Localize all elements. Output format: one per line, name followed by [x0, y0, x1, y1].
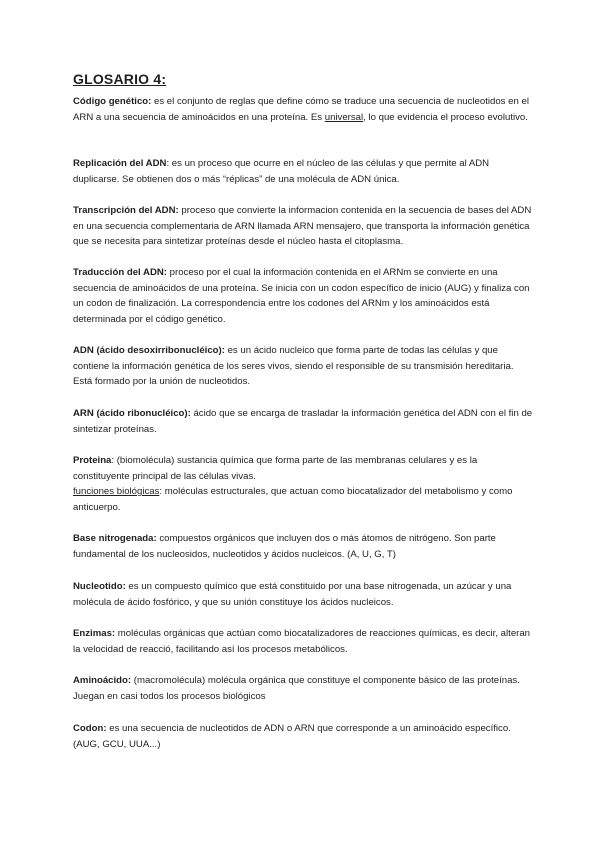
- term: Código genético:: [73, 96, 152, 107]
- term: Codon:: [73, 723, 107, 734]
- definition: es un compuesto químico que está constituido por una base nitrogenada, un azúcar y una molécula de ácido fosfórico, y que su unión constituye los ácidos nucleicos.: [73, 581, 512, 608]
- term: Nucleotido:: [73, 581, 126, 592]
- definition: : (biomolécula) sustancia química que forma parte de las membranas celulares y es la constituyente principal de las células vivas.: [73, 455, 478, 482]
- entry-replicacion: [73, 156, 535, 187]
- entry-aminoacido: [73, 673, 535, 704]
- definition: (macromolécula) molécula orgánica que constituye el componente básico de las proteínas. Juegan en casi todos los procesos biológicos: [73, 675, 520, 702]
- definition: compuestos orgánicos que incluyen dos o más átomos de nitrógeno. Son parte fundamental de los nucleosidos, nucleotidos y ácidos nucleicos. (A, U, G, T): [73, 533, 496, 560]
- entry-transcripcion: [73, 203, 535, 250]
- entry-traduccion: [73, 265, 535, 327]
- term: Base nitrogenada:: [73, 533, 157, 544]
- page-title: GLOSARIO 4:: [73, 71, 167, 87]
- term: Transcripción del ADN:: [73, 205, 179, 216]
- definition-end: , lo que evidencia el proceso evolutivo.: [363, 111, 528, 123]
- entry-enzimas: [73, 626, 535, 657]
- definition: : es un proceso que ocurre en el núcleo de las células y que permite al ADN duplicarse. Se obtienen dos o más “réplicas” de una molécula de ADN única.: [73, 158, 490, 185]
- entry-nucleotido: [73, 579, 535, 610]
- definition: moléculas orgánicas que actúan como biocatalizadores de reacciones químicas, es decir, alteran la velocidad de reacció, facilitando así los procesos metabólicos.: [73, 628, 531, 655]
- term: Proteina: [73, 455, 112, 466]
- definition: proceso que convierte la informacion contenida en la secuencia de bases del ADN en una secuencia complementaria de ARN llamada ARN mensajero, que transporta la información genética que se necesita para sintetizar proteínas desde el núcleo hasta el citoplasma.: [73, 205, 532, 247]
- definition: ácido que se encarga de trasladar la información genética del ADN con el fin de sintetizar proteínas.: [73, 408, 533, 435]
- subdefinition: : moléculas estructurales, que actuan como biocatalizador del metabolismo y como anticuerpo.: [73, 486, 513, 513]
- term: ARN (ácido ribonucléico):: [73, 408, 191, 419]
- entry-base-nitrogenada: [73, 531, 535, 562]
- subheading: funciones biológicas: [73, 486, 160, 497]
- underlined-word: universal: [324, 111, 364, 123]
- term: ADN (ácido desoxirribonucléico):: [73, 345, 225, 356]
- definition: proceso por el cual la información contenida en el ARNm se convierte en una secuencia de aminoácidos de una proteína. Se inicia con un codon específico de inicio (AUG) y finaliza con un codon de finalización. La correspondencia entre los codones del ARNm y los aminoácidos está determinada por el código genético.: [73, 267, 530, 325]
- term: Enzimas:: [73, 628, 116, 639]
- entry-arn: [73, 406, 535, 437]
- definition: es el conjunto de reglas que define cómo se traduce una secuencia de nucleotidos en el ARN a una secuencia de aminoácidos en una proteína. Es: [73, 96, 529, 123]
- term: Aminoácido:: [73, 675, 132, 686]
- definition: es un ácido nucleico que forma parte de todas las células y que contiene la información genética de los seres vivos, siendo el responsible de su transmisión hereditaria. Está formado por la unión de nucleotidos.: [73, 345, 514, 387]
- term: Traducción del ADN:: [73, 267, 167, 278]
- term: Replicación del ADN: [73, 158, 167, 169]
- entry-codigo-genetico: [73, 94, 535, 125]
- definition: es una secuencia de nucleotidos de ADN o ARN que corresponde a un aminoácido específico. (AUG, GCU, UUA...): [73, 723, 511, 750]
- entry-codon: [73, 721, 535, 752]
- entry-adn: [73, 343, 535, 390]
- entry-proteina: [73, 453, 535, 515]
